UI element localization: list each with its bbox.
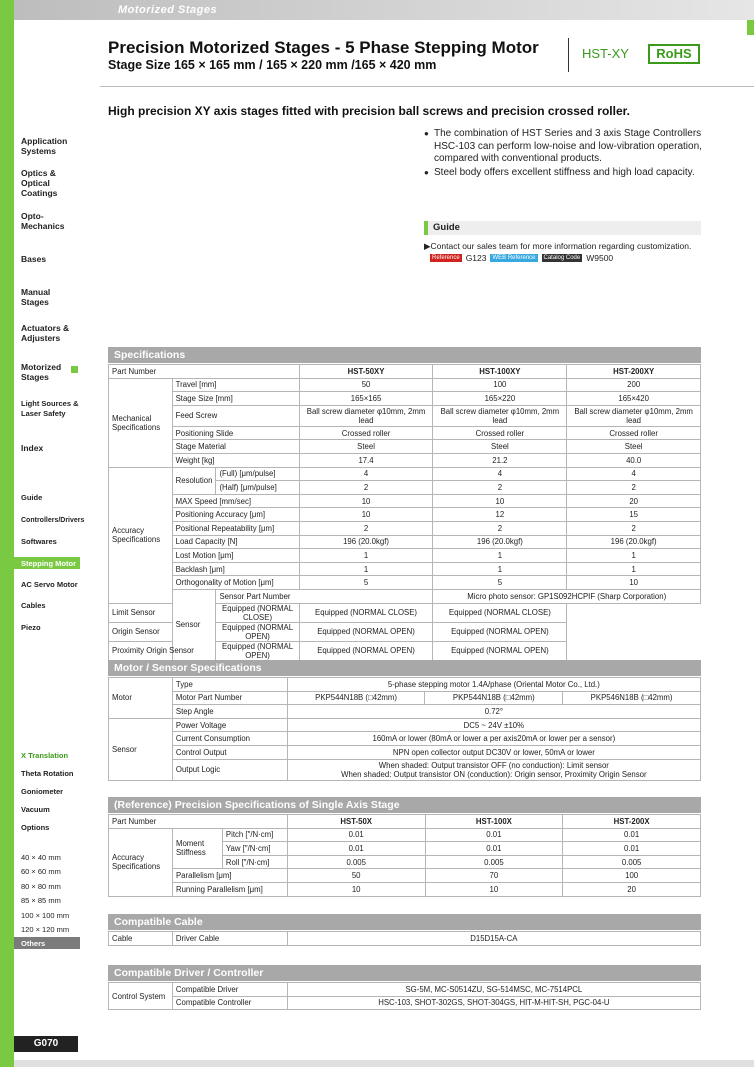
sidebar-item-guide[interactable]: Guide <box>21 493 43 502</box>
compatible-cable-table <box>108 931 701 946</box>
group-label: Motor <box>109 678 173 719</box>
table-row <box>109 869 701 883</box>
cell: Equipped (NORMAL CLOSE) <box>433 603 567 622</box>
sidebar-item-cables[interactable]: Cables <box>21 601 46 610</box>
cell: 5-phase stepping motor 1.4A/phase (Oriental Motor Co., Ltd.) <box>287 678 700 692</box>
cell: 15 <box>567 508 701 522</box>
output-logic-line: When shaded: Output transistor OFF (no conduction): Limit sensor <box>378 760 609 770</box>
feature-item: ● The combination of HST Series and 3 axis Stage Controllers HSC-103 can perform low-noise and low-vibration operation, compared with conventional products. <box>424 128 704 166</box>
compatible-driver-table <box>108 982 701 1010</box>
cell: Equipped (NORMAL OPEN) <box>216 622 299 641</box>
table-row <box>109 718 701 732</box>
sidebar-item-manual-stages[interactable]: Manual Stages <box>21 287 51 307</box>
row-label: Limit Sensor <box>109 603 216 622</box>
sidebar-active-marker <box>71 366 78 373</box>
sidebar-item-size-85[interactable]: 85 × 85 mm <box>21 896 61 905</box>
reference-line <box>430 253 613 263</box>
output-logic-line: When shaded: Output transistor ON (conduction): Origin sensor, Proximity Origin Sensor <box>341 769 647 779</box>
cell: 2 <box>433 481 567 495</box>
cell: 0.01 <box>563 828 701 842</box>
sidebar-item-motorized-stages[interactable]: Motorized Stages <box>21 362 62 382</box>
sidebar-item-index[interactable]: Index <box>21 443 44 453</box>
cell: 20 <box>567 494 701 508</box>
cell: PKP544N18B (□42mm) <box>425 691 563 705</box>
model-header: HST-200XY <box>567 365 701 379</box>
sidebar-item-options[interactable]: Options <box>21 823 50 832</box>
lead-text: High precision XY axis stages fitted with precision ball screws and precision crossed roller. <box>108 104 630 118</box>
table-row <box>109 828 701 842</box>
sidebar-item-application-systems[interactable]: Application Systems <box>21 136 68 156</box>
group-label: Sensor <box>172 589 216 660</box>
cell: 0.005 <box>425 855 563 869</box>
sidebar-item-goniometer[interactable]: Goniometer <box>21 787 64 796</box>
group-label: Control System <box>109 983 173 1010</box>
page-title: Precision Motorized Stages - 5 Phase Stepping Motor <box>108 38 539 57</box>
compatible-cable-title: Compatible Cable <box>108 914 701 930</box>
page-subtitle: Stage Size 165 × 165 mm / 165 × 220 mm /165 × 420 mm <box>108 58 437 72</box>
sidebar-item-opto-mechanics[interactable]: Opto-Mechanics <box>21 211 65 231</box>
row-label: Orthogonality of Motion [μm] <box>172 576 299 590</box>
row-label: Motor Part Number <box>172 691 287 705</box>
cell: 0.01 <box>563 842 701 856</box>
compatible-driver-title: Compatible Driver / Controller <box>108 965 701 981</box>
group-label: Mechanical Specifications <box>109 378 173 467</box>
group-label: Accuracy Specifications <box>109 467 173 603</box>
table-row <box>109 589 701 603</box>
cell: NPN open collector output DC30V or lower, 50mA or lower <box>287 745 700 759</box>
cell: 165×165 <box>299 392 433 406</box>
table-row <box>109 983 701 997</box>
model-header: HST-50X <box>287 815 425 829</box>
cell: 1 <box>433 549 567 563</box>
cell: 1 <box>299 549 433 563</box>
section-band-label: Motorized Stages <box>118 4 218 16</box>
section-band <box>14 0 754 20</box>
sidebar-item-vacuum[interactable]: Vacuum <box>21 805 50 814</box>
table-row <box>109 392 701 406</box>
table-row <box>109 678 701 692</box>
page-number: G070 <box>14 1036 78 1052</box>
cell: SG-5M, MC-S0514ZU, SG-514MSC, MC-7514PCL <box>287 983 700 997</box>
cell: Crossed roller <box>299 426 433 440</box>
cell: 0.005 <box>287 855 425 869</box>
cell: 10 <box>567 576 701 590</box>
row-label: Type <box>172 678 287 692</box>
table-row <box>109 508 701 522</box>
sidebar-item-actuators[interactable]: Actuators & Adjusters <box>21 323 70 343</box>
part-number-label: Part Number <box>109 815 288 829</box>
cell: 160mA or lower (80mA or lower a per axis20mA or lower per a sensor) <box>287 732 700 746</box>
cell <box>287 759 700 780</box>
cell: 2 <box>299 481 433 495</box>
row-label: Load Capacity [N] <box>172 535 299 549</box>
model-header: HST-50XY <box>299 365 433 379</box>
sidebar-item-size-80[interactable]: 80 × 80 mm <box>21 882 61 891</box>
reference-precision-title: (Reference) Precision Specifications of Single Axis Stage <box>108 797 701 813</box>
row-label: Weight [kg] <box>172 453 299 467</box>
cell: 10 <box>433 494 567 508</box>
specifications-table <box>108 364 701 661</box>
sidebar-item-softwares[interactable]: Softwares <box>21 537 57 546</box>
row-label: Stage Size [mm] <box>172 392 299 406</box>
cell: Equipped (NORMAL OPEN) <box>299 641 433 660</box>
sidebar-item-size-100[interactable]: 100 × 100 mm <box>21 911 70 920</box>
cell: 196 (20.0kgf) <box>433 535 567 549</box>
table-row <box>109 453 701 467</box>
cell: Steel <box>433 440 567 454</box>
sidebar-item-controllers[interactable]: Controllers/Drivers <box>21 517 85 524</box>
sidebar-item-light-sources[interactable]: Light Sources & Laser Safety <box>21 399 79 418</box>
table-row <box>109 932 701 946</box>
table-row <box>109 378 701 392</box>
reference-precision-table <box>108 814 701 897</box>
table-row <box>109 562 701 576</box>
sidebar-item-size-120[interactable]: 120 × 120 mm <box>21 925 70 934</box>
cell: 1 <box>433 562 567 576</box>
cell: 12 <box>433 508 567 522</box>
guide-header: Guide <box>424 221 701 235</box>
cell: 0.01 <box>425 842 563 856</box>
cell: Crossed roller <box>567 426 701 440</box>
row-label: Current Consumption <box>172 732 287 746</box>
cell: DC5 ~ 24V ±10% <box>287 718 700 732</box>
reference-page[interactable]: G123 <box>465 253 487 263</box>
sidebar-item-stepping-motor[interactable]: Stepping Motor <box>21 559 76 568</box>
cell: 165×220 <box>433 392 567 406</box>
cell: Equipped (NORMAL CLOSE) <box>299 603 433 622</box>
group-label: Accuracy Specifications <box>109 828 173 896</box>
part-number-label: Part Number <box>109 365 300 379</box>
row-label: Positioning Accuracy [μm] <box>172 508 299 522</box>
sidebar-item-theta-rotation[interactable]: Theta Rotation <box>21 769 74 778</box>
row-label: Positional Repeatability [μm] <box>172 521 299 535</box>
cell: 4 <box>299 467 433 481</box>
cell: 0.005 <box>563 855 701 869</box>
catalog-code[interactable]: W9500 <box>586 253 614 263</box>
row-label: Sensor Part Number <box>216 589 433 603</box>
cell: 200 <box>567 378 701 392</box>
cell: 50 <box>299 378 433 392</box>
row-label: Stage Material <box>172 440 299 454</box>
cell: Steel <box>299 440 433 454</box>
table-row <box>109 549 701 563</box>
sidebar-item-optics[interactable]: Optics & Optical Coatings <box>21 168 58 198</box>
row-label: Origin Sensor <box>109 622 216 641</box>
cell: 165×420 <box>567 392 701 406</box>
row-label: MAX Speed [mm/sec] <box>172 494 299 508</box>
cell: Ball screw diameter φ10mm, 2mm lead <box>433 405 567 426</box>
row-label: Resolution <box>172 467 216 494</box>
cell: HSC-103, SHOT-302GS, SHOT-304GS, HIT-M-HIT-SH, PGC-04-U <box>287 996 700 1010</box>
cell: 196 (20.0kgf) <box>299 535 433 549</box>
cell: 0.01 <box>287 828 425 842</box>
table-row <box>109 426 701 440</box>
sidebar-item-bases[interactable]: Bases <box>21 254 47 264</box>
cell: 10 <box>299 508 433 522</box>
table-row <box>109 365 701 379</box>
cell: 2 <box>567 481 701 495</box>
table-row <box>109 732 701 746</box>
row-label: Running Parallelism [μm] <box>172 882 287 896</box>
rohs-badge: RoHS <box>648 44 700 64</box>
table-row <box>109 882 701 896</box>
cell: 10 <box>299 494 433 508</box>
row-label: Driver Cable <box>172 932 287 946</box>
row-label: Feed Screw <box>172 405 299 426</box>
cell: 10 <box>425 882 563 896</box>
feature-list <box>424 128 704 180</box>
table-row <box>109 691 701 705</box>
cell: 20 <box>563 882 701 896</box>
row-label: Lost Motion [μm] <box>172 549 299 563</box>
cell: 5 <box>299 576 433 590</box>
cell: Ball screw diameter φ10mm, 2mm lead <box>567 405 701 426</box>
sidebar-item-size-40[interactable]: 40 × 40 mm <box>21 853 61 862</box>
cell: 1 <box>299 562 433 576</box>
cell: 21.2 <box>433 453 567 467</box>
row-label: Step Angle <box>172 705 287 719</box>
cell: Steel <box>567 440 701 454</box>
cell: 10 <box>287 882 425 896</box>
cell: D15D15A-CA <box>287 932 700 946</box>
cell: 40.0 <box>567 453 701 467</box>
left-green-margin <box>0 0 14 1067</box>
table-row <box>109 815 701 829</box>
cell: 70 <box>425 869 563 883</box>
row-label: Backlash [μm] <box>172 562 299 576</box>
model-header: HST-100X <box>425 815 563 829</box>
row-label: (Full) [μm/pulse] <box>216 467 299 481</box>
table-row <box>109 996 701 1010</box>
row-label: Compatible Driver <box>172 983 287 997</box>
sidebar-item-x-translation[interactable]: X Translation <box>21 751 69 760</box>
cell: 0.72° <box>287 705 700 719</box>
row-label: Yaw [″/N·cm] <box>222 842 287 856</box>
row-label: Parallelism [μm] <box>172 869 287 883</box>
cell: Equipped (NORMAL OPEN) <box>216 641 299 660</box>
cell: Equipped (NORMAL OPEN) <box>433 641 567 660</box>
motor-specifications-title: Motor / Sensor Specifications <box>108 660 701 676</box>
header-rule <box>100 86 754 87</box>
cell: 1 <box>567 562 701 576</box>
cell: Crossed roller <box>433 426 567 440</box>
table-row <box>109 705 701 719</box>
cell: 17.4 <box>299 453 433 467</box>
table-row <box>109 759 701 780</box>
model-code: HST-XY <box>582 46 629 61</box>
cell: 2 <box>433 521 567 535</box>
motor-specifications-table <box>108 677 701 781</box>
web-reference-badge: WEB Reference <box>492 255 536 261</box>
row-label: Moment Stiffness <box>172 828 222 869</box>
row-label: Control Output <box>172 745 287 759</box>
model-header: HST-100XY <box>433 365 567 379</box>
sidebar-item-piezo[interactable]: Piezo <box>21 623 41 632</box>
row-label: Proximity Origin Sensor <box>109 641 216 660</box>
header-divider <box>568 38 569 72</box>
row-label: Positioning Slide <box>172 426 299 440</box>
cell: Equipped (NORMAL OPEN) <box>433 622 567 641</box>
table-row <box>109 576 701 590</box>
cell: 0.01 <box>425 828 563 842</box>
cell: 0.01 <box>287 842 425 856</box>
catalog-code-badge: Catalog Code <box>543 255 581 261</box>
table-row <box>109 467 701 481</box>
cell: 50 <box>287 869 425 883</box>
cell: 4 <box>433 467 567 481</box>
cell: PKP544N18B (□42mm) <box>287 691 425 705</box>
cell: 2 <box>299 521 433 535</box>
table-row <box>109 494 701 508</box>
table-row <box>109 405 701 426</box>
row-label: Output Logic <box>172 759 287 780</box>
row-label: Power Voltage <box>172 718 287 732</box>
cell: 100 <box>563 869 701 883</box>
row-label: Compatible Controller <box>172 996 287 1010</box>
feature-item: ● Steel body offers excellent stiffness and high load capacity. <box>424 167 704 180</box>
cell: 4 <box>567 467 701 481</box>
sidebar-item-ac-servo[interactable]: AC Servo Motor <box>21 580 78 589</box>
cell: Ball screw diameter φ10mm, 2mm lead <box>299 405 433 426</box>
table-row <box>109 745 701 759</box>
specifications-title: Specifications <box>108 347 701 363</box>
row-label: Pitch [″/N·cm] <box>222 828 287 842</box>
group-label: Sensor <box>109 718 173 780</box>
cell: PKP546N18B (□42mm) <box>563 691 701 705</box>
reference-badge: Reference <box>432 255 460 261</box>
row-label: Travel [mm] <box>172 378 299 392</box>
table-row <box>109 603 701 622</box>
guide-text: ▶Contact our sales team for more information regarding customization. <box>424 241 692 251</box>
cell: Equipped (NORMAL CLOSE) <box>216 603 299 622</box>
model-header: HST-200X <box>563 815 701 829</box>
cell: 1 <box>567 549 701 563</box>
cell: Micro photo sensor: GP1S092HCPIF (Sharp Corporation) <box>433 589 701 603</box>
sidebar-item-others[interactable]: Others <box>21 939 46 948</box>
cell: 5 <box>433 576 567 590</box>
cell: 196 (20.0kgf) <box>567 535 701 549</box>
table-row <box>109 521 701 535</box>
row-label: Roll [″/N·cm] <box>222 855 287 869</box>
table-row <box>109 440 701 454</box>
cell: 100 <box>433 378 567 392</box>
cell: 2 <box>567 521 701 535</box>
sidebar-item-size-60[interactable]: 60 × 60 mm <box>21 867 61 876</box>
table-row <box>109 535 701 549</box>
group-label: Cable <box>109 932 173 946</box>
table-row <box>109 641 701 660</box>
cell: Equipped (NORMAL OPEN) <box>299 622 433 641</box>
row-label: (Half) [μm/pulse] <box>216 481 299 495</box>
bottom-band <box>14 1060 754 1067</box>
